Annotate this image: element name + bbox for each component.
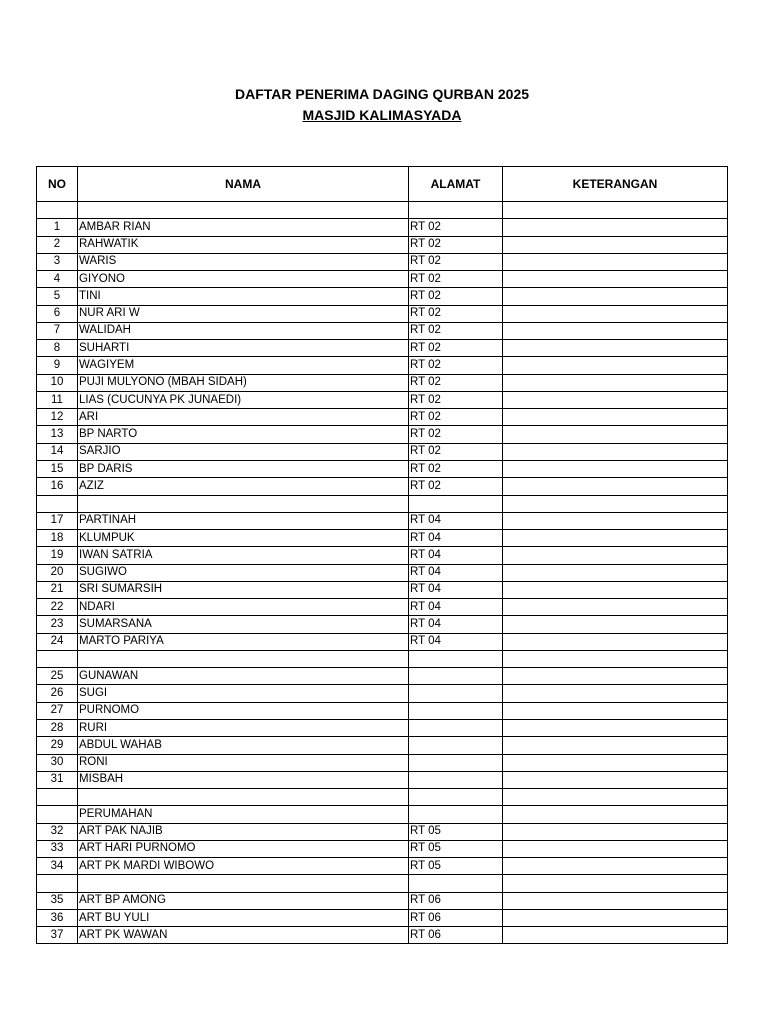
- row-nama: BP DARIS: [78, 460, 409, 477]
- table-row: [37, 806, 728, 823]
- row-no: 27: [37, 702, 78, 719]
- row-alamat: [409, 668, 503, 685]
- row-alamat: RT 02: [409, 478, 503, 495]
- document-title: DAFTAR PENERIMA DAGING QURBAN 2025: [234, 86, 530, 102]
- row-keterangan: [503, 391, 728, 408]
- row-no: 23: [37, 616, 78, 633]
- table-row: [37, 737, 728, 754]
- row-nama: GIYONO: [78, 271, 409, 288]
- row-keterangan: [503, 909, 728, 926]
- row-nama: GUNAWAN: [78, 668, 409, 685]
- header-keterangan: KETERANGAN: [503, 167, 728, 202]
- table-header: [37, 167, 728, 202]
- row-keterangan: [503, 305, 728, 322]
- table-row: [37, 875, 728, 892]
- row-nama: PURNOMO: [78, 702, 409, 719]
- row-no: 6: [37, 305, 78, 322]
- table-row: [37, 564, 728, 581]
- row-nama: WARIS: [78, 253, 409, 270]
- row-no: 18: [37, 530, 78, 547]
- row-alamat: RT 06: [409, 892, 503, 909]
- row-nama: [78, 495, 409, 512]
- row-keterangan: [503, 564, 728, 581]
- row-alamat: [409, 202, 503, 219]
- table-row: [37, 460, 728, 477]
- row-alamat: RT 02: [409, 426, 503, 443]
- row-alamat: [409, 650, 503, 667]
- header-nama: NAMA: [78, 167, 409, 202]
- row-no: 30: [37, 754, 78, 771]
- row-no: 28: [37, 719, 78, 736]
- row-keterangan: [503, 702, 728, 719]
- row-nama: KLUMPUK: [78, 530, 409, 547]
- row-no: [37, 789, 78, 806]
- row-no: [37, 875, 78, 892]
- table-row: [37, 754, 728, 771]
- table-row: [37, 581, 728, 598]
- row-no: 19: [37, 547, 78, 564]
- row-keterangan: [503, 823, 728, 840]
- table-row: [37, 685, 728, 702]
- row-alamat: RT 04: [409, 564, 503, 581]
- table-row: [37, 633, 728, 650]
- row-nama: ART HARI PURNOMO: [78, 840, 409, 857]
- row-nama: WALIDAH: [78, 322, 409, 339]
- row-keterangan: [503, 202, 728, 219]
- row-no: 25: [37, 668, 78, 685]
- row-keterangan: [503, 858, 728, 875]
- row-keterangan: [503, 530, 728, 547]
- row-nama: ART PK WAWAN: [78, 927, 409, 944]
- row-alamat: RT 04: [409, 616, 503, 633]
- row-alamat: RT 02: [409, 374, 503, 391]
- row-alamat: RT 02: [409, 322, 503, 339]
- row-alamat: RT 04: [409, 547, 503, 564]
- table-row: [37, 409, 728, 426]
- row-no: 26: [37, 685, 78, 702]
- row-nama: ART BP AMONG: [78, 892, 409, 909]
- row-no: 2: [37, 236, 78, 253]
- row-keterangan: [503, 236, 728, 253]
- row-alamat: RT 04: [409, 530, 503, 547]
- row-alamat: RT 06: [409, 909, 503, 926]
- table-row: [37, 771, 728, 788]
- table-row: [37, 650, 728, 667]
- row-keterangan: [503, 409, 728, 426]
- row-nama: ART BU YULI: [78, 909, 409, 926]
- table-row: [37, 823, 728, 840]
- row-alamat: RT 02: [409, 271, 503, 288]
- row-nama: BP NARTO: [78, 426, 409, 443]
- row-keterangan: [503, 495, 728, 512]
- row-alamat: [409, 737, 503, 754]
- table-row: [37, 495, 728, 512]
- row-no: 33: [37, 840, 78, 857]
- table-row: [37, 322, 728, 339]
- row-alamat: RT 02: [409, 219, 503, 236]
- table-row: [37, 599, 728, 616]
- row-alamat: [409, 495, 503, 512]
- row-no: 3: [37, 253, 78, 270]
- row-alamat: RT 02: [409, 288, 503, 305]
- row-alamat: [409, 719, 503, 736]
- row-nama: PUJI MULYONO (MBAH SIDAH): [78, 374, 409, 391]
- recipient-table: [36, 166, 728, 944]
- row-nama: ART PAK NAJIB: [78, 823, 409, 840]
- row-nama: TINI: [78, 288, 409, 305]
- table-row: [37, 719, 728, 736]
- row-no: 11: [37, 391, 78, 408]
- table-row: [37, 616, 728, 633]
- row-keterangan: [503, 253, 728, 270]
- row-alamat: RT 04: [409, 599, 503, 616]
- table-row: [37, 340, 728, 357]
- row-keterangan: [503, 443, 728, 460]
- row-no: 12: [37, 409, 78, 426]
- table-row: [37, 892, 728, 909]
- row-keterangan: [503, 460, 728, 477]
- row-no: 4: [37, 271, 78, 288]
- table-row: [37, 443, 728, 460]
- row-alamat: RT 05: [409, 858, 503, 875]
- table-row: [37, 374, 728, 391]
- row-no: 10: [37, 374, 78, 391]
- row-nama: SUGI: [78, 685, 409, 702]
- row-no: 15: [37, 460, 78, 477]
- row-alamat: RT 05: [409, 823, 503, 840]
- row-alamat: RT 04: [409, 512, 503, 529]
- row-nama: ARI: [78, 409, 409, 426]
- table-row: [37, 219, 728, 236]
- row-alamat: RT 02: [409, 391, 503, 408]
- table-row: [37, 547, 728, 564]
- row-nama: ART PK MARDI WIBOWO: [78, 858, 409, 875]
- row-alamat: RT 02: [409, 236, 503, 253]
- row-nama: ABDUL WAHAB: [78, 737, 409, 754]
- row-no: 14: [37, 443, 78, 460]
- row-nama: [78, 789, 409, 806]
- header-alamat: ALAMAT: [409, 167, 503, 202]
- row-alamat: RT 04: [409, 581, 503, 598]
- table-row: [37, 702, 728, 719]
- row-alamat: [409, 754, 503, 771]
- row-no: 34: [37, 858, 78, 875]
- row-alamat: [409, 702, 503, 719]
- row-no: 29: [37, 737, 78, 754]
- row-nama: NDARI: [78, 599, 409, 616]
- table-row: [37, 357, 728, 374]
- row-no: 31: [37, 771, 78, 788]
- row-nama: IWAN SATRIA: [78, 547, 409, 564]
- row-nama: MARTO PARIYA: [78, 633, 409, 650]
- row-keterangan: [503, 581, 728, 598]
- row-keterangan: [503, 478, 728, 495]
- row-alamat: [409, 875, 503, 892]
- row-no: [37, 650, 78, 667]
- row-keterangan: [503, 374, 728, 391]
- row-keterangan: [503, 806, 728, 823]
- table-row: [37, 305, 728, 322]
- row-keterangan: [503, 719, 728, 736]
- row-alamat: RT 02: [409, 253, 503, 270]
- row-no: 1: [37, 219, 78, 236]
- row-nama: SUMARSANA: [78, 616, 409, 633]
- row-alamat: RT 02: [409, 305, 503, 322]
- row-nama: RONI: [78, 754, 409, 771]
- row-no: 36: [37, 909, 78, 926]
- table-row: [37, 426, 728, 443]
- row-nama: [78, 875, 409, 892]
- table-row: [37, 391, 728, 408]
- row-nama: [78, 650, 409, 667]
- row-keterangan: [503, 875, 728, 892]
- row-alamat: [409, 789, 503, 806]
- row-no: 21: [37, 581, 78, 598]
- row-alamat: RT 05: [409, 840, 503, 857]
- row-nama: AMBAR RIAN: [78, 219, 409, 236]
- row-keterangan: [503, 547, 728, 564]
- table-row: [37, 236, 728, 253]
- row-keterangan: [503, 840, 728, 857]
- row-no: 22: [37, 599, 78, 616]
- table-row: [37, 530, 728, 547]
- row-alamat: [409, 771, 503, 788]
- row-no: 37: [37, 927, 78, 944]
- row-nama: SARJIO: [78, 443, 409, 460]
- row-nama: NUR ARI W: [78, 305, 409, 322]
- row-keterangan: [503, 599, 728, 616]
- table-row: [37, 253, 728, 270]
- table-row: [37, 668, 728, 685]
- row-nama: SUGIWO: [78, 564, 409, 581]
- row-keterangan: [503, 271, 728, 288]
- row-nama: MISBAH: [78, 771, 409, 788]
- table-row: [37, 909, 728, 926]
- row-keterangan: [503, 426, 728, 443]
- row-keterangan: [503, 512, 728, 529]
- table-row: [37, 927, 728, 944]
- row-alamat: [409, 806, 503, 823]
- row-keterangan: [503, 927, 728, 944]
- header-row: [37, 167, 728, 202]
- row-nama: LIAS (CUCUNYA PK JUNAEDI): [78, 391, 409, 408]
- row-no: 13: [37, 426, 78, 443]
- row-keterangan: [503, 633, 728, 650]
- row-no: 24: [37, 633, 78, 650]
- table-row: [37, 858, 728, 875]
- row-nama: [78, 202, 409, 219]
- row-no: 5: [37, 288, 78, 305]
- table-row: [37, 271, 728, 288]
- row-nama: AZIZ: [78, 478, 409, 495]
- row-nama: SRI SUMARSIH: [78, 581, 409, 598]
- row-keterangan: [503, 219, 728, 236]
- row-keterangan: [503, 357, 728, 374]
- row-keterangan: [503, 771, 728, 788]
- row-no: 35: [37, 892, 78, 909]
- row-keterangan: [503, 892, 728, 909]
- row-nama: RAHWATIK: [78, 236, 409, 253]
- row-no: 9: [37, 357, 78, 374]
- header-no: NO: [37, 167, 78, 202]
- row-alamat: RT 04: [409, 633, 503, 650]
- row-no: 16: [37, 478, 78, 495]
- row-no: 17: [37, 512, 78, 529]
- table-row: [37, 288, 728, 305]
- row-no: 7: [37, 322, 78, 339]
- row-alamat: RT 02: [409, 340, 503, 357]
- row-no: [37, 495, 78, 512]
- row-alamat: [409, 685, 503, 702]
- row-no: 20: [37, 564, 78, 581]
- table-row: [37, 789, 728, 806]
- row-alamat: RT 06: [409, 927, 503, 944]
- row-keterangan: [503, 737, 728, 754]
- table-body: [37, 202, 728, 944]
- row-alamat: RT 02: [409, 460, 503, 477]
- document-subtitle: MASJID KALIMASYADA: [302, 107, 462, 123]
- table-row: [37, 202, 728, 219]
- row-no: [37, 806, 78, 823]
- row-keterangan: [503, 616, 728, 633]
- row-nama: SUHARTI: [78, 340, 409, 357]
- row-nama: RURI: [78, 719, 409, 736]
- table-row: [37, 512, 728, 529]
- row-nama: WAGIYEM: [78, 357, 409, 374]
- row-keterangan: [503, 685, 728, 702]
- row-keterangan: [503, 754, 728, 771]
- row-alamat: RT 02: [409, 443, 503, 460]
- row-no: 8: [37, 340, 78, 357]
- row-no: 32: [37, 823, 78, 840]
- row-alamat: RT 02: [409, 357, 503, 374]
- table-row: [37, 478, 728, 495]
- row-keterangan: [503, 650, 728, 667]
- table-row: [37, 840, 728, 857]
- row-nama: PERUMAHAN: [78, 806, 409, 823]
- row-keterangan: [503, 789, 728, 806]
- row-keterangan: [503, 322, 728, 339]
- document-header: [0, 84, 764, 126]
- row-alamat: RT 02: [409, 409, 503, 426]
- row-no: [37, 202, 78, 219]
- row-nama: PARTINAH: [78, 512, 409, 529]
- row-keterangan: [503, 340, 728, 357]
- row-keterangan: [503, 288, 728, 305]
- row-keterangan: [503, 668, 728, 685]
